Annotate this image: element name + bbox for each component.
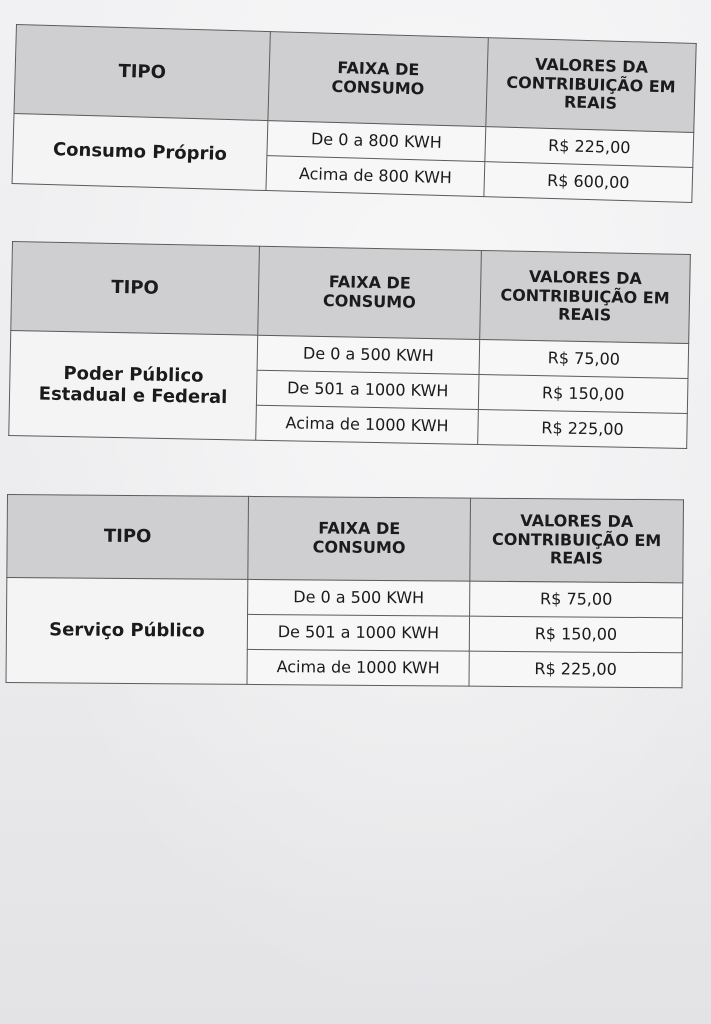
faixa-cell: Acima de 800 KWH: [266, 156, 485, 197]
header-valores: VALORES DA CONTRIBUIÇÃO EM REAIS: [480, 251, 691, 344]
valor-cell: R$ 225,00: [469, 651, 682, 688]
contribution-table-poder-publico: [8, 241, 691, 449]
header-valores: VALORES DA CONTRIBUIÇÃO EM REAIS: [470, 498, 684, 583]
header-tipo: TIPO: [11, 242, 260, 336]
table-row: [7, 578, 683, 618]
header-faixa: FAIXA DE CONSUMO: [268, 32, 488, 127]
header-faixa: FAIXA DE CONSUMO: [258, 246, 482, 339]
tipo-cell: Poder Público Estadual e Federal: [9, 330, 258, 440]
faixa-cell: De 501 a 1000 KWH: [247, 614, 469, 651]
valor-cell: R$ 150,00: [469, 616, 682, 653]
contribution-table-consumo-proprio: [12, 24, 697, 203]
table-header-row: [11, 242, 691, 344]
faixa-cell: De 501 a 1000 KWH: [256, 370, 479, 409]
valor-cell: R$ 75,00: [470, 581, 683, 618]
tipo-cell: Consumo Próprio: [12, 113, 268, 190]
faixa-cell: Acima de 1000 KWH: [247, 649, 469, 686]
header-valores: VALORES DA CONTRIBUIÇÃO EM REAIS: [486, 38, 696, 133]
faixa-cell: De 0 a 500 KWH: [248, 579, 470, 616]
header-tipo: TIPO: [14, 25, 270, 121]
table-header-row: [7, 495, 684, 583]
tipo-cell: Serviço Público: [6, 578, 248, 685]
valor-cell: R$ 225,00: [485, 127, 694, 168]
contribution-table-servico-publico: [6, 494, 684, 688]
header-tipo: TIPO: [7, 495, 249, 580]
faixa-cell: De 0 a 500 KWH: [257, 335, 480, 374]
faixa-cell: De 0 a 800 KWH: [267, 121, 486, 162]
valor-cell: R$ 75,00: [479, 339, 689, 378]
valor-cell: R$ 600,00: [484, 162, 693, 203]
valor-cell: R$ 225,00: [478, 409, 688, 448]
valor-cell: R$ 150,00: [478, 374, 688, 413]
header-faixa: FAIXA DE CONSUMO: [248, 496, 471, 581]
faixa-cell: Acima de 1000 KWH: [256, 405, 479, 444]
